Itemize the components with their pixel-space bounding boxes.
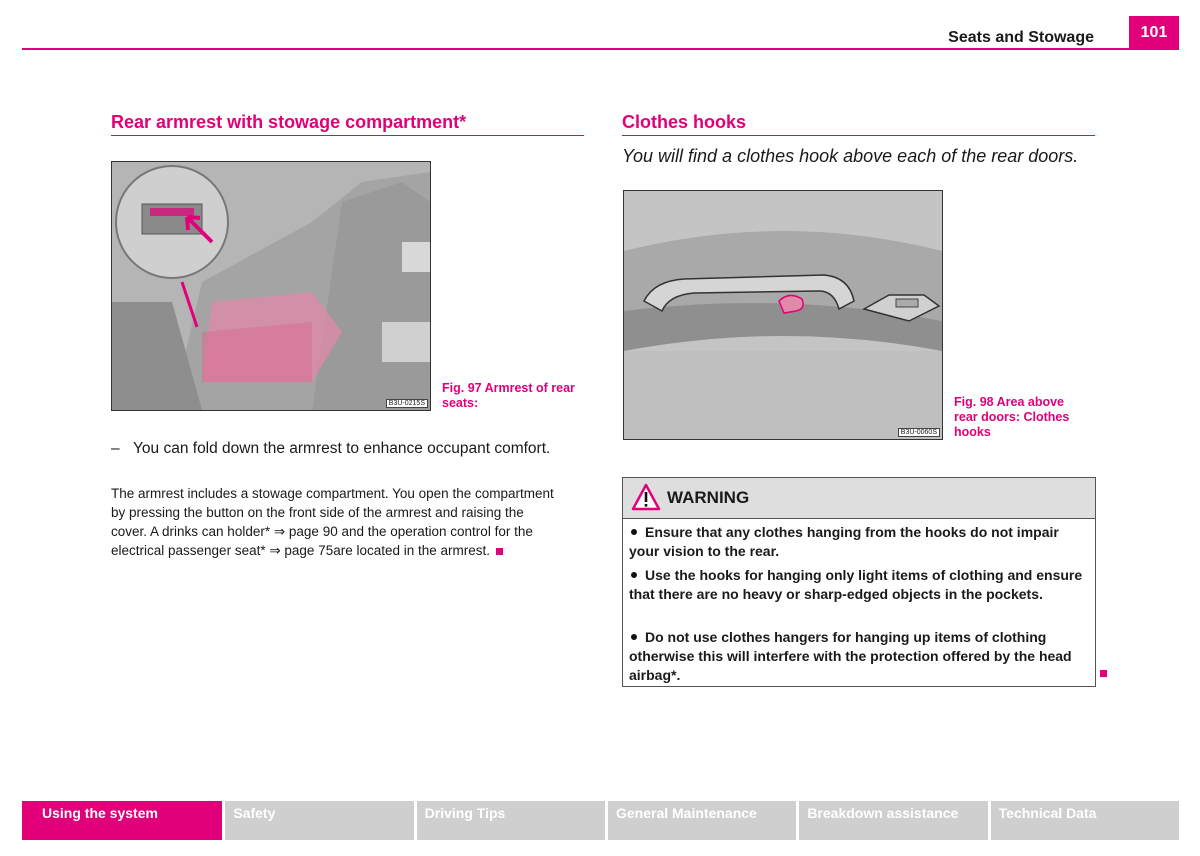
armrest-illustration	[112, 162, 430, 410]
warning-item: Do not use clothes hangers for hanging up items of clothing otherwise this will interfere with the protection offered by the head airbag*.	[629, 629, 1072, 683]
tab-driving-tips[interactable]: Driving Tips	[417, 801, 605, 840]
figure-caption: Fig. 97 Armrest of rear seats:	[442, 381, 575, 410]
tab-breakdown-assistance[interactable]: Breakdown assistance	[799, 801, 987, 840]
heading-rear-armrest: Rear armrest with stowage compartment*	[111, 112, 467, 132]
figure-code: B3U-0215S	[386, 399, 428, 408]
warning-box	[622, 477, 1096, 687]
bullet-icon	[631, 529, 637, 535]
warning-icon	[631, 483, 661, 511]
clothes-hook-illustration	[624, 191, 942, 439]
bullet-icon	[631, 634, 637, 640]
figure-clothes-hooks	[623, 190, 943, 440]
tab-technical-data[interactable]: Technical Data	[991, 801, 1179, 840]
figure-armrest	[111, 161, 431, 411]
warning-header	[623, 478, 1095, 519]
heading-rule	[111, 135, 584, 136]
end-mark	[1100, 670, 1107, 677]
end-mark	[496, 548, 503, 555]
warning-item: Use the hooks for hanging only light items of clothing and ensure that there are no heavy or sharp-edged objects in the pockets.	[629, 567, 1083, 602]
figure-code: B3U-0060S	[898, 428, 940, 437]
warning-title: WARNING	[667, 488, 750, 507]
warning-item: Ensure that any clothes hanging from the hooks do not impair your vision to the rear.	[629, 524, 1059, 559]
lead-text: You will find a clothes hook above each of the rear doors.	[622, 146, 1079, 166]
page-number: 101	[1129, 16, 1179, 50]
tab-safety[interactable]: Safety	[225, 801, 413, 840]
armrest-description: The armrest includes a stowage compartment. You open the compartment by pressing the button on the front side of the armrest and raising the cover. A drinks can holder* ⇒ page 90 and the operation control for the electrical passenger seat* ⇒ page 75are located in the armrest.	[111, 486, 554, 558]
heading-rule	[622, 135, 1095, 136]
tab-general-maintenance[interactable]: General Maintenance	[608, 801, 796, 840]
footer-nav	[22, 801, 1179, 840]
section-title: Seats and Stowage	[948, 29, 1094, 46]
bullet-icon	[631, 572, 637, 578]
tab-using-the-system[interactable]: Using the system	[22, 801, 222, 840]
header-rule	[22, 48, 1179, 50]
heading-clothes-hooks: Clothes hooks	[622, 112, 747, 132]
figure-caption: Fig. 98 Area above rear doors: Clothes hooks	[954, 395, 1070, 439]
instruction-step: – You can fold down the armrest to enhance occupant comfort.	[111, 440, 551, 457]
